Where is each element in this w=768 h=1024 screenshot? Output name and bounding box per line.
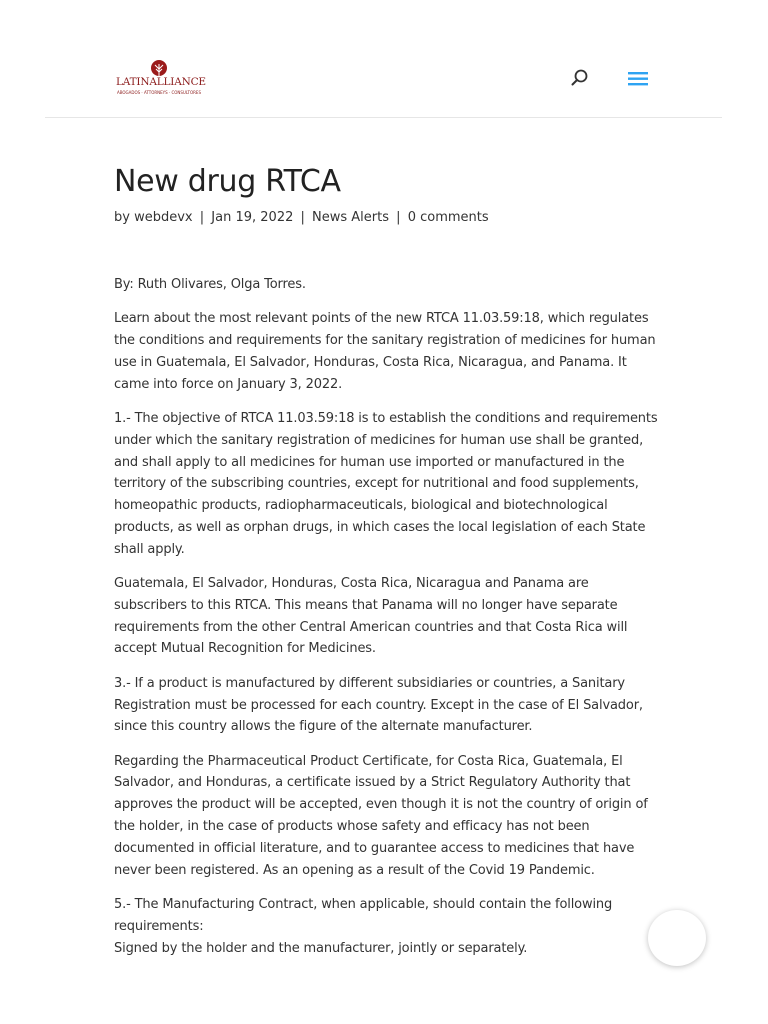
- post-meta: [114, 208, 659, 228]
- certificate-paragraph: Regarding the Pharmaceutical Product Certificate, for Costa Rica, Guatemala, El Salvador, and Honduras, a certificate issued by a Strict Regulatory Authority that approves the product will be accepted, even though it is not the country of origin of the holder, in the case of products whose safety and efficacy has not been documented in official literature, and to guarantee access to medicines that have never been registered. As an opening as a result of the Covid 19 Pandemic.: [114, 753, 648, 878]
- page-title: New drug RTCA: [114, 164, 341, 199]
- search-icon: [570, 68, 590, 88]
- article-body: [114, 274, 659, 972]
- objective-paragraph: 1.- The objective of RTCA 11.03.59:18 is to establish the conditions and requirements under which the sanitary registration of medicines for human use shall be granted, and shall apply to all medicines for human use imported or manufactured in the territory of the subscribing countries, except for nutritional and food supplements, homeopathic products, radiopharmaceuticals, biological and biotechnological products, as well as orphan drugs, in which cases the local legislation of each State shall apply.: [114, 410, 658, 557]
- article-header: [114, 160, 659, 228]
- logo-wordmark: LATINALLIANCE: [116, 76, 206, 88]
- search-button[interactable]: [570, 68, 590, 88]
- manufacturing-contract-paragraph: 5.- The Manufacturing Contract, when applicable, should contain the following requirements:: [114, 896, 613, 934]
- meta-separator: |: [396, 210, 401, 225]
- authors-paragraph: By: Ruth Olivares, Olga Torres.: [114, 277, 306, 292]
- header-divider: [45, 117, 722, 118]
- meta-separator: |: [300, 210, 305, 225]
- author-link[interactable]: webdevx: [134, 210, 193, 225]
- logo-tagline: ABOGADOS · ATTORNEYS · CONSULTORES: [117, 90, 201, 95]
- meta-by-label: by: [114, 210, 130, 225]
- menu-button[interactable]: [627, 70, 649, 88]
- chat-widget-button[interactable]: [648, 910, 706, 966]
- subscribers-paragraph: Guatemala, El Salvador, Honduras, Costa Rica, Nicaragua and Panama are subscribers to this RTCA. This means that Panama will no longer have separate requirements from the other Central American countries and that Costa Rica will accept Mutual Recognition for Medicines.: [114, 576, 628, 657]
- post-date: Jan 19, 2022: [211, 210, 294, 225]
- category-link[interactable]: News Alerts: [312, 210, 390, 225]
- signature-requirement-paragraph: Signed by the holder and the manufacturer, jointly or separately.: [114, 940, 528, 956]
- intro-paragraph: Learn about the most relevant points of the new RTCA 11.03.59:18, which regulates the conditions and requirements for the sanitary registration of medicines for human use in Guatemala, El Salvador, Honduras, Costa Rica, Nicaragua, and Panama. It came into force on January 3, 2022.: [114, 311, 656, 392]
- meta-separator: |: [199, 210, 205, 225]
- site-header: [0, 0, 768, 118]
- registration-paragraph: 3.- If a product is manufactured by different subsidiaries or countries, a Sanitary Registration must be processed for each country. Except in the case of El Salvador, since this country allows the figure of the alternate manufacturer.: [114, 675, 643, 735]
- site-logo[interactable]: [116, 60, 206, 96]
- comments-link[interactable]: 0 comments: [407, 210, 489, 225]
- hamburger-menu-icon: [627, 70, 649, 88]
